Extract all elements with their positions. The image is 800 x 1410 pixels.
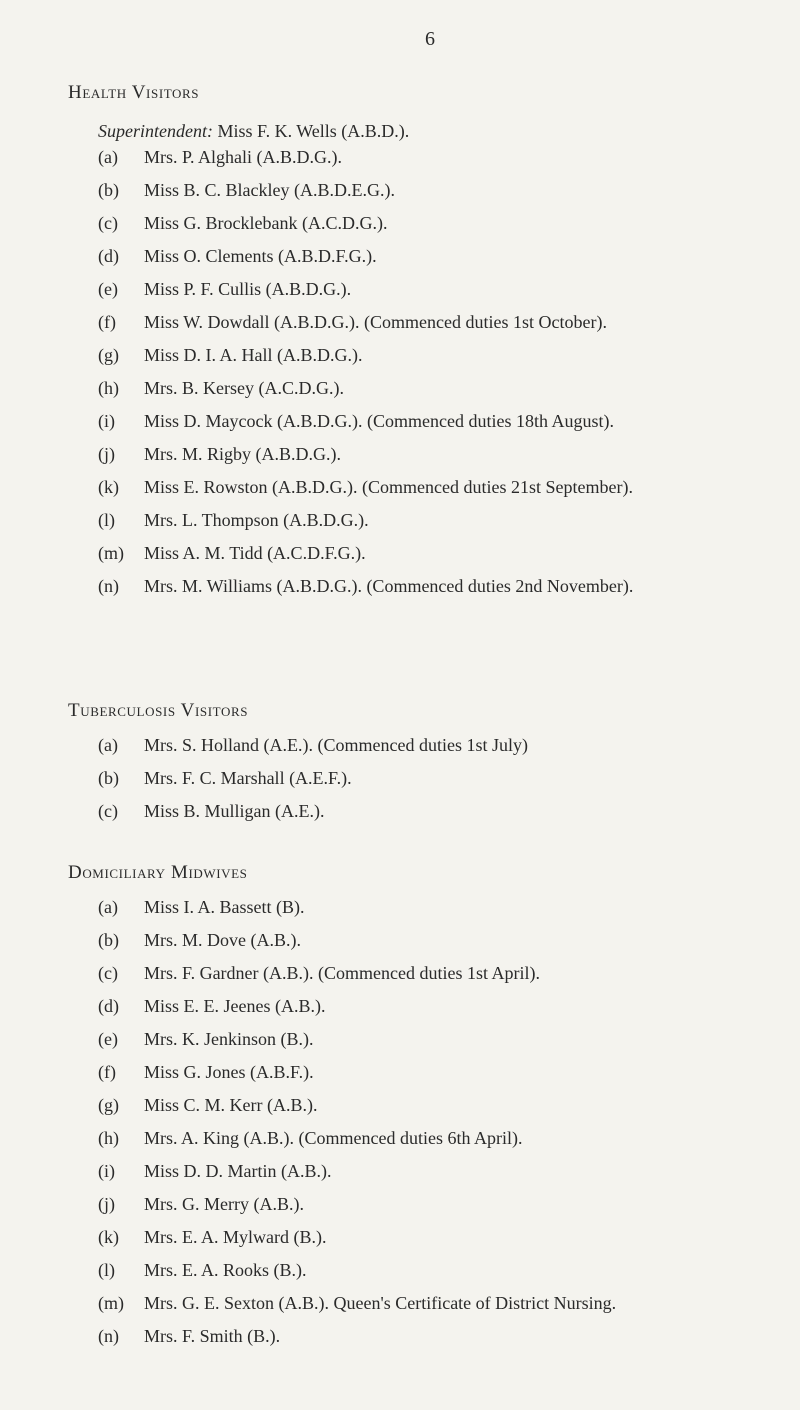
item-letter: (n) <box>98 1326 119 1346</box>
item-text: Miss G. Jones (A.B.F.). <box>144 1062 314 1082</box>
item-text: Mrs. G. E. Sexton (A.B.). Queen's Certificate of District Nursing. <box>144 1293 617 1313</box>
item-text: Mrs. F. Smith (B.). <box>144 1326 281 1346</box>
list-item <box>68 800 788 823</box>
item-letter: (b) <box>98 180 119 200</box>
item-letter: (d) <box>98 996 119 1016</box>
item-text: Miss C. M. Kerr (A.B.). <box>144 1095 318 1115</box>
list-item <box>68 1094 788 1117</box>
list-item <box>68 1325 788 1348</box>
item-text: Mrs. G. Merry (A.B.). <box>144 1194 304 1214</box>
item-letter: (h) <box>98 1128 119 1148</box>
item-text: Mrs. E. A. Rooks (B.). <box>144 1260 307 1280</box>
item-letter: (g) <box>98 345 119 365</box>
item-letter: (j) <box>98 444 115 464</box>
section-title-health-visitors: Health Visitors <box>68 82 200 103</box>
item-letter: (j) <box>98 1194 115 1214</box>
list-item <box>68 1259 788 1282</box>
item-text: Miss P. F. Cullis (A.B.D.G.). <box>144 279 352 299</box>
item-text: Miss W. Dowdall (A.B.D.G.). (Commenced duties 1st October). <box>144 312 607 332</box>
section-title-domiciliary-midwives: Domiciliary Midwives <box>68 862 248 883</box>
list-item <box>68 278 788 301</box>
list-item <box>68 377 788 400</box>
list-item <box>68 896 788 919</box>
item-letter: (m) <box>98 1293 124 1313</box>
list-item <box>68 344 788 367</box>
item-text: Miss B. Mulligan (A.E.). <box>144 801 325 821</box>
health-visitors-section <box>68 80 788 608</box>
item-text: Miss E. E. Jeenes (A.B.). <box>144 996 326 1016</box>
item-letter: (f) <box>98 312 116 332</box>
item-letter: (a) <box>98 147 118 167</box>
item-text: Miss E. Rowston (A.B.D.G.). (Commenced duties 21st September). <box>144 477 633 497</box>
list-item <box>68 311 788 334</box>
item-text: Miss D. I. A. Hall (A.B.D.G.). <box>144 345 363 365</box>
list-item <box>68 962 788 985</box>
list-item <box>68 1193 788 1216</box>
item-text: Mrs. M. Dove (A.B.). <box>144 930 301 950</box>
list-item <box>68 443 788 466</box>
list-item <box>68 1061 788 1084</box>
domiciliary-midwives-section <box>68 860 788 1358</box>
list-item <box>68 575 788 598</box>
item-text: Mrs. K. Jenkinson (B.). <box>144 1029 314 1049</box>
superintendent-name: Miss F. K. Wells (A.B.D.). <box>217 121 410 141</box>
item-text: Mrs. M. Rigby (A.B.D.G.). <box>144 444 342 464</box>
item-letter: (e) <box>98 279 118 299</box>
superintendent-label: Superintendent: <box>98 121 213 141</box>
list-item <box>68 542 788 565</box>
item-letter: (c) <box>98 963 118 983</box>
item-letter: (g) <box>98 1095 119 1115</box>
list-item <box>68 1160 788 1183</box>
item-letter: (c) <box>98 213 118 233</box>
item-text: Mrs. F. C. Marshall (A.E.F.). <box>144 768 352 788</box>
item-text: Mrs. A. King (A.B.). (Commenced duties 6th April). <box>144 1128 523 1148</box>
item-letter: (b) <box>98 930 119 950</box>
item-letter: (a) <box>98 735 118 755</box>
item-text: Miss O. Clements (A.B.D.F.G.). <box>144 246 377 266</box>
superintendent-line <box>98 116 788 146</box>
list-item <box>68 995 788 1018</box>
item-letter: (c) <box>98 801 118 821</box>
item-text: Mrs. E. A. Mylward (B.). <box>144 1227 327 1247</box>
tuberculosis-visitors-section <box>68 698 788 833</box>
item-text: Mrs. L. Thompson (A.B.D.G.). <box>144 510 369 530</box>
page-number: 6 <box>425 28 435 50</box>
item-text: Mrs. M. Williams (A.B.D.G.). (Commenced duties 2nd November). <box>144 576 634 596</box>
list-item <box>68 509 788 532</box>
item-letter: (m) <box>98 543 124 563</box>
item-letter: (h) <box>98 378 119 398</box>
list-item <box>68 212 788 235</box>
item-letter: (k) <box>98 1227 119 1247</box>
list-item <box>68 767 788 790</box>
list-item <box>68 179 788 202</box>
list-item <box>68 410 788 433</box>
item-letter: (l) <box>98 510 115 530</box>
item-letter: (b) <box>98 768 119 788</box>
item-text: Miss B. C. Blackley (A.B.D.E.G.). <box>144 180 395 200</box>
domiciliary-midwives-list <box>68 896 788 1348</box>
list-item <box>68 734 788 757</box>
list-item <box>68 476 788 499</box>
item-letter: (l) <box>98 1260 115 1280</box>
item-text: Mrs. B. Kersey (A.C.D.G.). <box>144 378 344 398</box>
list-item <box>68 1127 788 1150</box>
item-letter: (e) <box>98 1029 118 1049</box>
item-letter: (i) <box>98 411 115 431</box>
tuberculosis-visitors-list <box>68 734 788 823</box>
list-item <box>68 1028 788 1051</box>
item-text: Miss G. Brocklebank (A.C.D.G.). <box>144 213 388 233</box>
health-visitors-list <box>68 146 788 598</box>
list-item <box>68 1226 788 1249</box>
item-letter: (f) <box>98 1062 116 1082</box>
item-letter: (a) <box>98 897 118 917</box>
item-text: Miss D. Maycock (A.B.D.G.). (Commenced duties 18th August). <box>144 411 614 431</box>
item-text: Miss I. A. Bassett (B). <box>144 897 305 917</box>
item-text: Mrs. F. Gardner (A.B.). (Commenced duties 1st April). <box>144 963 540 983</box>
list-item <box>68 929 788 952</box>
item-letter: (i) <box>98 1161 115 1181</box>
list-item <box>68 146 788 169</box>
item-text: Mrs. P. Alghali (A.B.D.G.). <box>144 147 343 167</box>
item-letter: (d) <box>98 246 119 266</box>
list-item <box>68 1292 788 1315</box>
item-letter: (k) <box>98 477 119 497</box>
item-letter: (n) <box>98 576 119 596</box>
list-item <box>68 245 788 268</box>
item-text: Mrs. S. Holland (A.E.). (Commenced duties 1st July) <box>144 735 528 755</box>
section-title-tuberculosis-visitors: Tuberculosis Visitors <box>68 700 249 721</box>
item-text: Miss D. D. Martin (A.B.). <box>144 1161 332 1181</box>
item-text: Miss A. M. Tidd (A.C.D.F.G.). <box>144 543 366 563</box>
